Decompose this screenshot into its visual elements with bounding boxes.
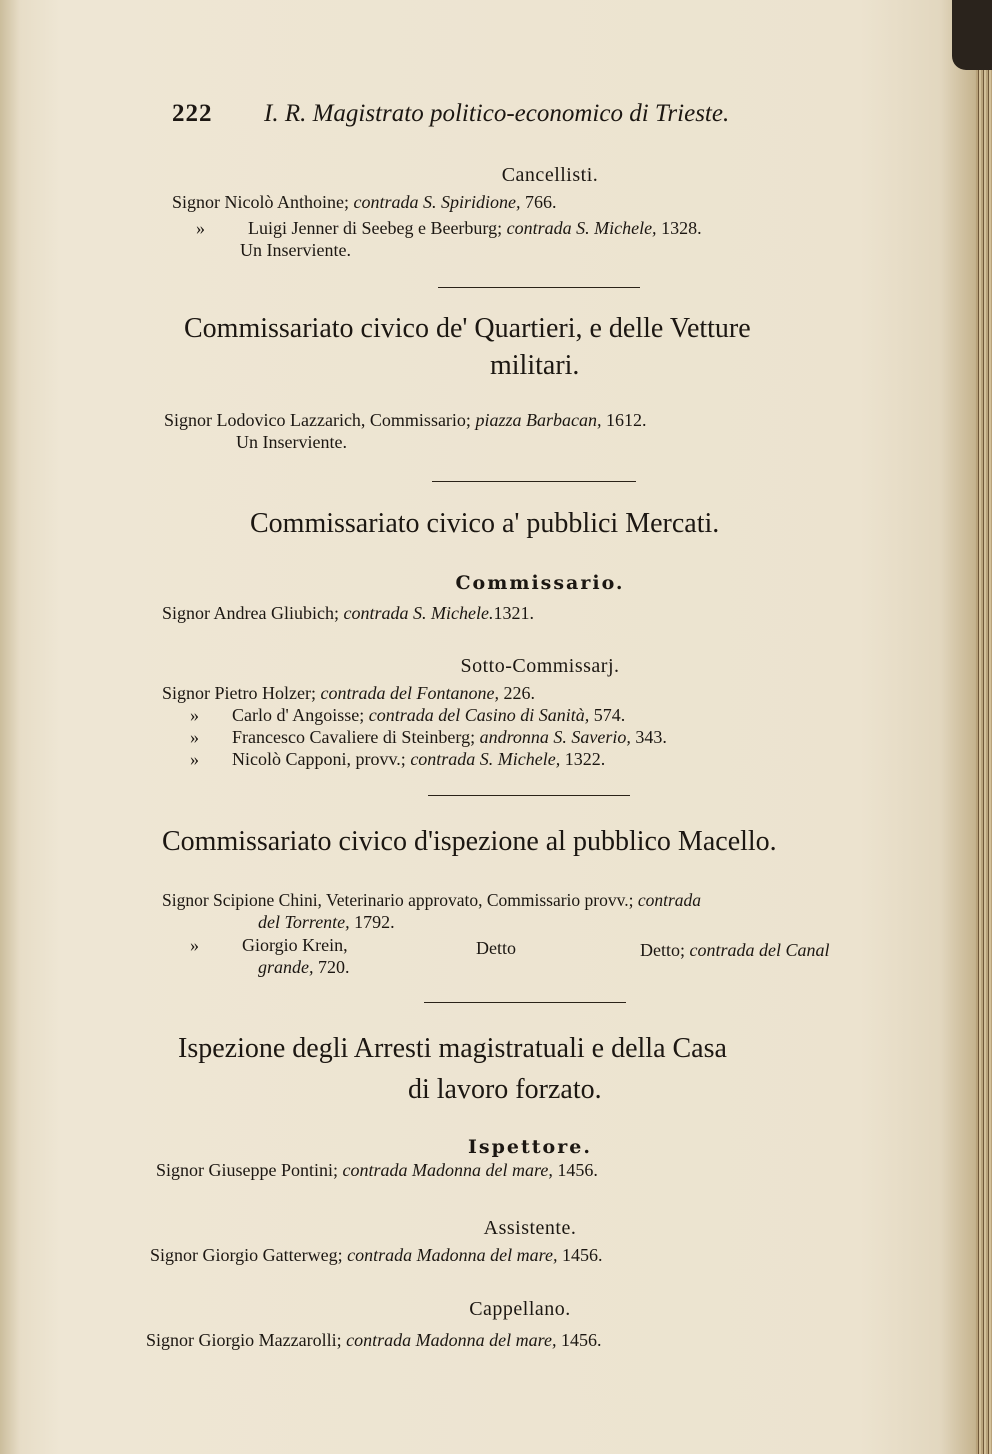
entry-number: 720. [318, 957, 350, 977]
entry-line [258, 912, 395, 933]
page-number: 222 [172, 100, 213, 127]
entry-number: 1792. [354, 912, 395, 932]
section-title-cont: di lavoro forzato. [408, 1074, 602, 1105]
entry-number: 766. [525, 192, 557, 212]
running-header [172, 96, 832, 136]
entry-name: Signor Giuseppe Pontini; [156, 1160, 339, 1180]
entry-number: 1328. [661, 218, 702, 238]
entry-line [164, 410, 646, 431]
entry-address: contrada Madonna del mare, [346, 1330, 557, 1350]
ditto-mark: » [190, 749, 199, 769]
entry-number: 1322. [564, 749, 606, 769]
entry-line [190, 935, 348, 956]
subheading-cappellano: Cappellano. [469, 1298, 571, 1320]
ditto-mark: » [190, 727, 199, 747]
entry-line [190, 749, 605, 770]
entry-address: contrada S. Michele, [506, 218, 657, 238]
ditto-word: Detto; [640, 940, 685, 960]
entry-line [162, 683, 535, 704]
page-corner-shadow [952, 0, 992, 70]
entry-address: contrada S. Spiridione, [353, 192, 521, 212]
section-divider [424, 1002, 626, 1003]
section-divider [428, 795, 630, 796]
entry-line [146, 1330, 601, 1351]
section-title: Commissariato civico a' pubblici Mercati. [250, 508, 720, 539]
ditto-mark: » [196, 218, 205, 238]
entry-address: piazza Barbacan, [475, 410, 602, 430]
entry-line: Un Inserviente. [240, 240, 351, 260]
entry-name: Signor Lodovico Lazzarich, Commissario; [164, 410, 471, 430]
entry-address: contrada S. Michele. [343, 603, 494, 623]
entry-line [156, 1160, 598, 1181]
entry-number: 1612. [605, 410, 647, 430]
page-edge [976, 0, 992, 1454]
entry-line [162, 603, 534, 624]
section-title: Ispezione degli Arresti magistratuali e della Casa [178, 1033, 727, 1064]
entry-name: Signor Pietro Holzer; [162, 683, 316, 703]
ditto-mark: » [190, 935, 199, 955]
entry-number: 1321. [493, 603, 534, 623]
entry-number: 1456. [557, 1160, 598, 1180]
subheading-commissario: Commissario. [455, 572, 625, 594]
entry-line [190, 727, 667, 748]
entry-line [172, 192, 557, 213]
entry-name: Signor Andrea Gliubich; [162, 603, 339, 623]
entry-number: 226. [503, 683, 535, 703]
entry-address: contrada del Casino di Sanità, [368, 705, 590, 725]
header-title: I. R. Magistrato politico-economico di Trieste. [264, 100, 730, 127]
entry-name: Signor Scipione Chini, Veterinario approvato, Commissario provv.; [162, 890, 634, 910]
subheading-ispettore: Ispettore. [468, 1136, 592, 1158]
ditto-mark: » [190, 705, 199, 725]
entry-number: 1456. [561, 1245, 603, 1265]
entry-address: del Torrente, [258, 912, 350, 932]
entry-name: Signor Nicolò Anthoine; [172, 192, 349, 212]
entry-name: Carlo d' Angoisse; [232, 705, 365, 725]
ditto-word: Detto [476, 938, 516, 958]
entry-address: andronna S. Saverio, [479, 727, 631, 747]
entry-number: 343. [635, 727, 667, 747]
section-title: Commissariato civico de' Quartieri, e delle Vetture [184, 313, 751, 344]
entry-name: Giorgio Krein, [242, 935, 348, 955]
section-title-cont: militari. [490, 350, 580, 381]
entry-number: 1456. [560, 1330, 602, 1350]
entry-line [162, 890, 701, 911]
entry-line [196, 218, 702, 239]
entry-line [190, 705, 625, 726]
entry-name: Signor Giorgio Gatterweg; [150, 1245, 343, 1265]
entry-address: contrada del Canal [689, 940, 830, 960]
entry-line: Un Inserviente. [236, 432, 347, 452]
entry-address: contrada S. Michele, [410, 749, 561, 769]
entry-name: Luigi Jenner di Seebeg e Beerburg; [248, 218, 503, 238]
entry-address: contrada [637, 890, 702, 910]
entry-line [150, 1245, 602, 1266]
entry-address: contrada del Fontanone, [320, 683, 499, 703]
entry-name: Signor Giorgio Mazzarolli; [146, 1330, 342, 1350]
entry-line [640, 940, 830, 961]
entry-name: Francesco Cavaliere di Steinberg; [232, 727, 476, 747]
entry-address: contrada Madonna del mare, [342, 1160, 553, 1180]
subheading-assistente: Assistente. [483, 1217, 577, 1239]
entry-number: 574. [593, 705, 626, 725]
subheading-sotto-commissarj: Sotto-Commissarj. [460, 655, 620, 677]
entry-name: Nicolò Capponi, provv.; [232, 749, 406, 769]
subheading-cancellisti: Cancellisti. [501, 164, 599, 186]
entry-line [258, 957, 350, 978]
entry-address: contrada Madonna del mare, [347, 1245, 558, 1265]
section-title: Commissariato civico d'ispezione al pubblico Macello. [162, 826, 777, 857]
entry-address: grande, [258, 957, 314, 977]
section-divider [438, 287, 640, 288]
section-divider [432, 481, 636, 482]
